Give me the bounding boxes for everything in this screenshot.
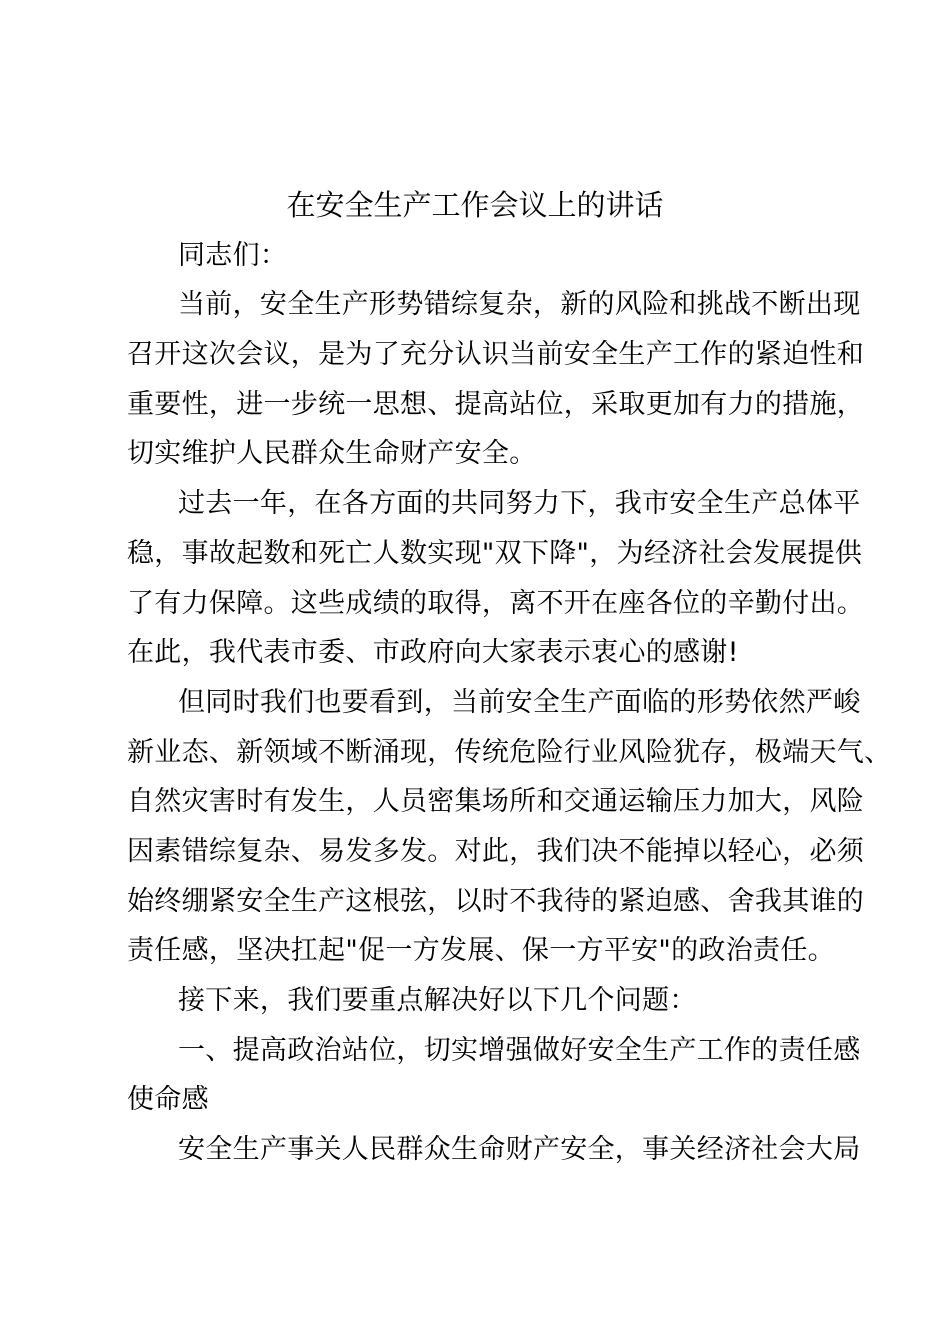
paragraph-line: 切实维护人民群众生命财产安全。 [127,438,537,469]
paragraph-line: 新业态、新领域不断涌现，传统危险行业风险犹存，极端天气、 [127,737,892,768]
salutation: 同志们： [178,240,288,271]
paragraph-line: 重要性，进一步统一思想、提高站位，采取更加有力的措施， [127,389,865,420]
paragraph-line: 稳，事故起数和死亡人数实现"双下降"，为经济社会发展提供 [127,538,863,569]
paragraph-line: 责任感，坚决扛起"促一方发展、保一方平安"的政治责任。 [127,935,835,966]
paragraph-line: 因素错综复杂、易发多发。对此，我们决不能掉以轻心，必须 [127,836,865,867]
paragraph-line: 始终绷紧安全生产这根弦，以时不我待的紧迫感、舍我其谁的 [127,886,865,917]
paragraph-line: 自然灾害时有发生，人员密集场所和交通运输压力加大，风险 [127,786,865,817]
paragraph-line: 过去一年，在各方面的共同努力下，我市安全生产总体平 [178,488,861,519]
paragraph-line: 接下来，我们要重点解决好以下几个问题： [178,985,697,1016]
paragraph-line: 在此，我代表市委、市政府向大家表示衷心的感谢! [127,637,739,668]
paragraph-line: 但同时我们也要看到，当前安全生产面临的形势依然严峻 [178,687,861,718]
paragraph-line: 安全生产事关人民群众生命财产安全，事关经济社会大局 [178,1134,861,1165]
section-heading: 使命感 [127,1084,209,1115]
document-title: 在安全生产工作会议上的讲话 [286,188,664,222]
section-heading: 一、提高政治站位，切实增强做好安全生产工作的责任感 [178,1035,861,1066]
paragraph-line: 召开这次会议，是为了充分认识当前安全生产工作的紧迫性和 [127,339,865,370]
paragraph-line: 了有力保障。这些成绩的取得，离不开在座各位的辛勤付出。 [127,588,865,619]
paragraph-line: 当前，安全生产形势错综复杂，新的风险和挑战不断出现 [178,289,861,320]
